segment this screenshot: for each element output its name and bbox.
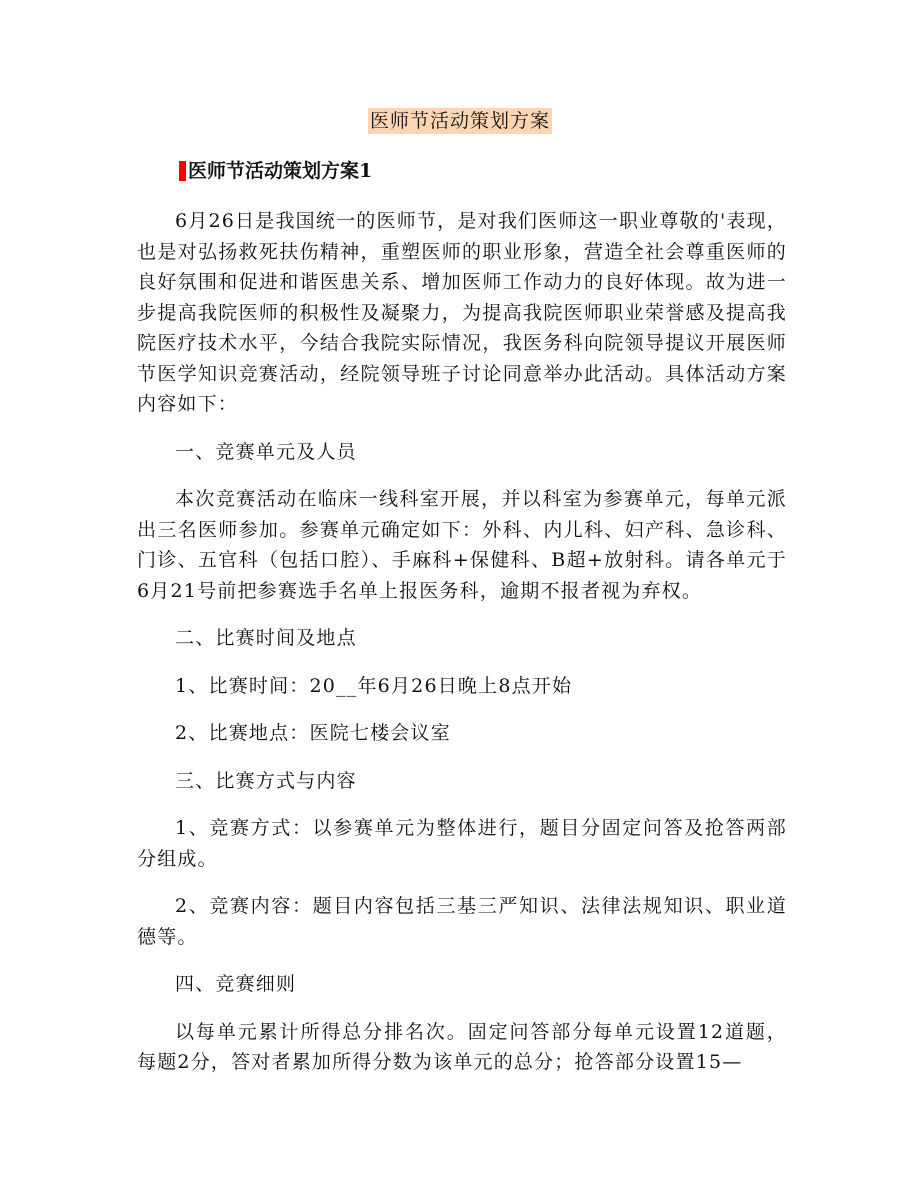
heading-format-content: 三、比赛方式与内容	[175, 769, 357, 792]
title-wrap	[0, 108, 920, 134]
paragraph-format: 1、竞赛方式：以参赛单元为整体进行，题目分固定问答及抢答两部分组成。	[137, 817, 787, 870]
document-title: 医师节活动策划方案	[369, 110, 550, 132]
heading-marker-icon	[179, 161, 186, 181]
document-body	[137, 206, 787, 1078]
paragraph-intro: 6月26日是我国统一的医师节，是对我们医师这一职业尊敬的'表现，也是对弘扬救死扶伤精神，重塑医师的职业形象，营造全社会尊重医师的良好氛围和促进和谐医患关系、增加医师工作动力的良好体现。故为进一步提高我院医师的积极性及凝聚力，为提高我院医师职业荣誉感及提高我院医疗技术水平，今结合我院实际情况，我医务科向院领导提议开展医师节医学知识竞赛活动，经院领导班子讨论同意举办此活动。具体活动方案内容如下：	[137, 210, 787, 415]
paragraph-place: 2、比赛地点：医院七楼会议室	[175, 722, 451, 744]
paragraph-units: 本次竞赛活动在临床一线科室开展，并以科室为参赛单元，每单元派出三名医师参加。参赛单元确定如下：外科、内儿科、妇产科、急诊科、门诊、五官科（包括口腔）、手麻科+保健科、B超+放射科。请各单元于6月21号前把参赛选手名单上报医务科，逾期不报者视为弃权。	[137, 488, 787, 602]
heading-rules: 四、竞赛细则	[175, 973, 297, 995]
paragraph-content: 2、竞赛内容：题目内容包括三基三严知识、法律法规知识、职业道德等。	[137, 895, 787, 948]
heading-time-place: 二、比赛时间及地点	[175, 627, 357, 649]
section-heading	[179, 158, 372, 184]
heading-units-personnel: 一、竞赛单元及人员	[175, 440, 357, 463]
paragraph-rules: 以每单元累计所得总分排名次。固定问答部分每单元设置12道题，每题2分，答对者累加所得分数为该单元的总分；抢答部分设置15—	[137, 1020, 787, 1073]
paragraph-time: 1、比赛时间：20__年6月26日晚上8点开始	[175, 674, 573, 697]
section-heading-text: 医师节活动策划方案1	[188, 160, 373, 182]
